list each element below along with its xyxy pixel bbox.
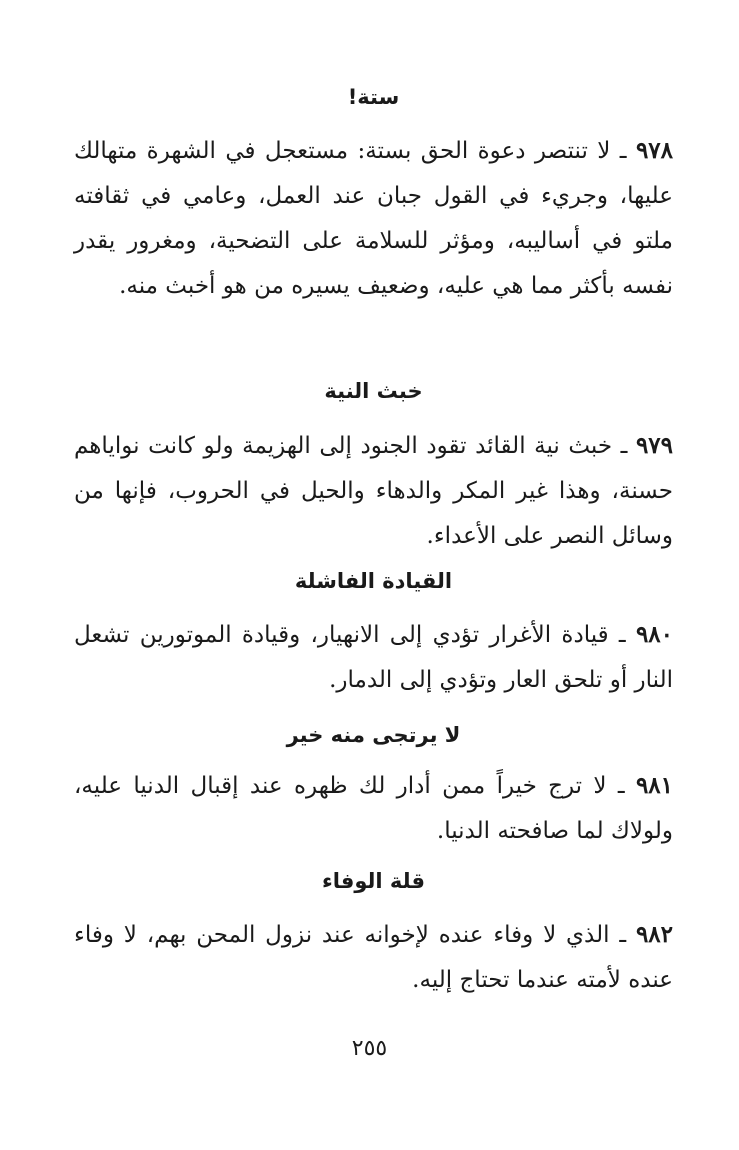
page-number: ٢٥٥ <box>351 1036 388 1061</box>
entry-text: ـ قيادة الأغرار تؤدي إلى الانهيار، وقيادة الموتورين تشعل النار أو تلحق العار وتؤدي إلى الدمار. <box>74 622 673 693</box>
section-heading: ستة! <box>347 85 400 109</box>
entry-number: ٩٧٨ <box>635 137 673 164</box>
entry-number: ٩٧٩ <box>635 432 673 459</box>
section-heading: القيادة الفاشلة <box>294 569 453 593</box>
entry-text: ـ الذي لا وفاء عنده لإخوانه عند نزول المحن بهم، لا وفاء عنده لأمته عندما تحتاج إليه. <box>74 922 673 993</box>
entry-number: ٩٨٠ <box>635 621 673 648</box>
entry-paragraph <box>74 763 673 854</box>
entry-text: ـ لا تنتصر دعوة الحق بستة: مستعجل في الشهرة متهالك عليها، وجريء في القول جبان عند العمل، وعامي في ثقافته ملتو في أساليبه، ومؤثر للسلامة على التضحية، ومغرور يقدر نفسه بأكثر مما هي عليه، وضعيف يسيره من هو أخبث منه. <box>74 138 673 299</box>
entry-number: ٩٨١ <box>635 772 673 799</box>
section-heading: خبث النية <box>324 379 423 403</box>
section-heading: قلة الوفاء <box>322 869 425 893</box>
entry-paragraph <box>74 612 673 703</box>
entry-text: ـ خبث نية القائد تقود الجنود إلى الهزيمة ولو كانت نواياهم حسنة، وهذا غير المكر والدهاء والحيل في الحروب، فإنها من وسائل النصر على الأعداء. <box>74 433 673 549</box>
entry-paragraph <box>74 128 673 309</box>
entry-paragraph <box>74 912 673 1003</box>
section-heading: لا يرتجى منه خير <box>286 723 461 747</box>
entry-text: ـ لا ترج خيراً ممن أدار لك ظهره عند إقبال الدنيا عليه، ولولاك لما صافحته الدنيا. <box>74 773 673 844</box>
entry-number: ٩٨٢ <box>635 921 673 948</box>
entry-paragraph <box>74 423 673 559</box>
